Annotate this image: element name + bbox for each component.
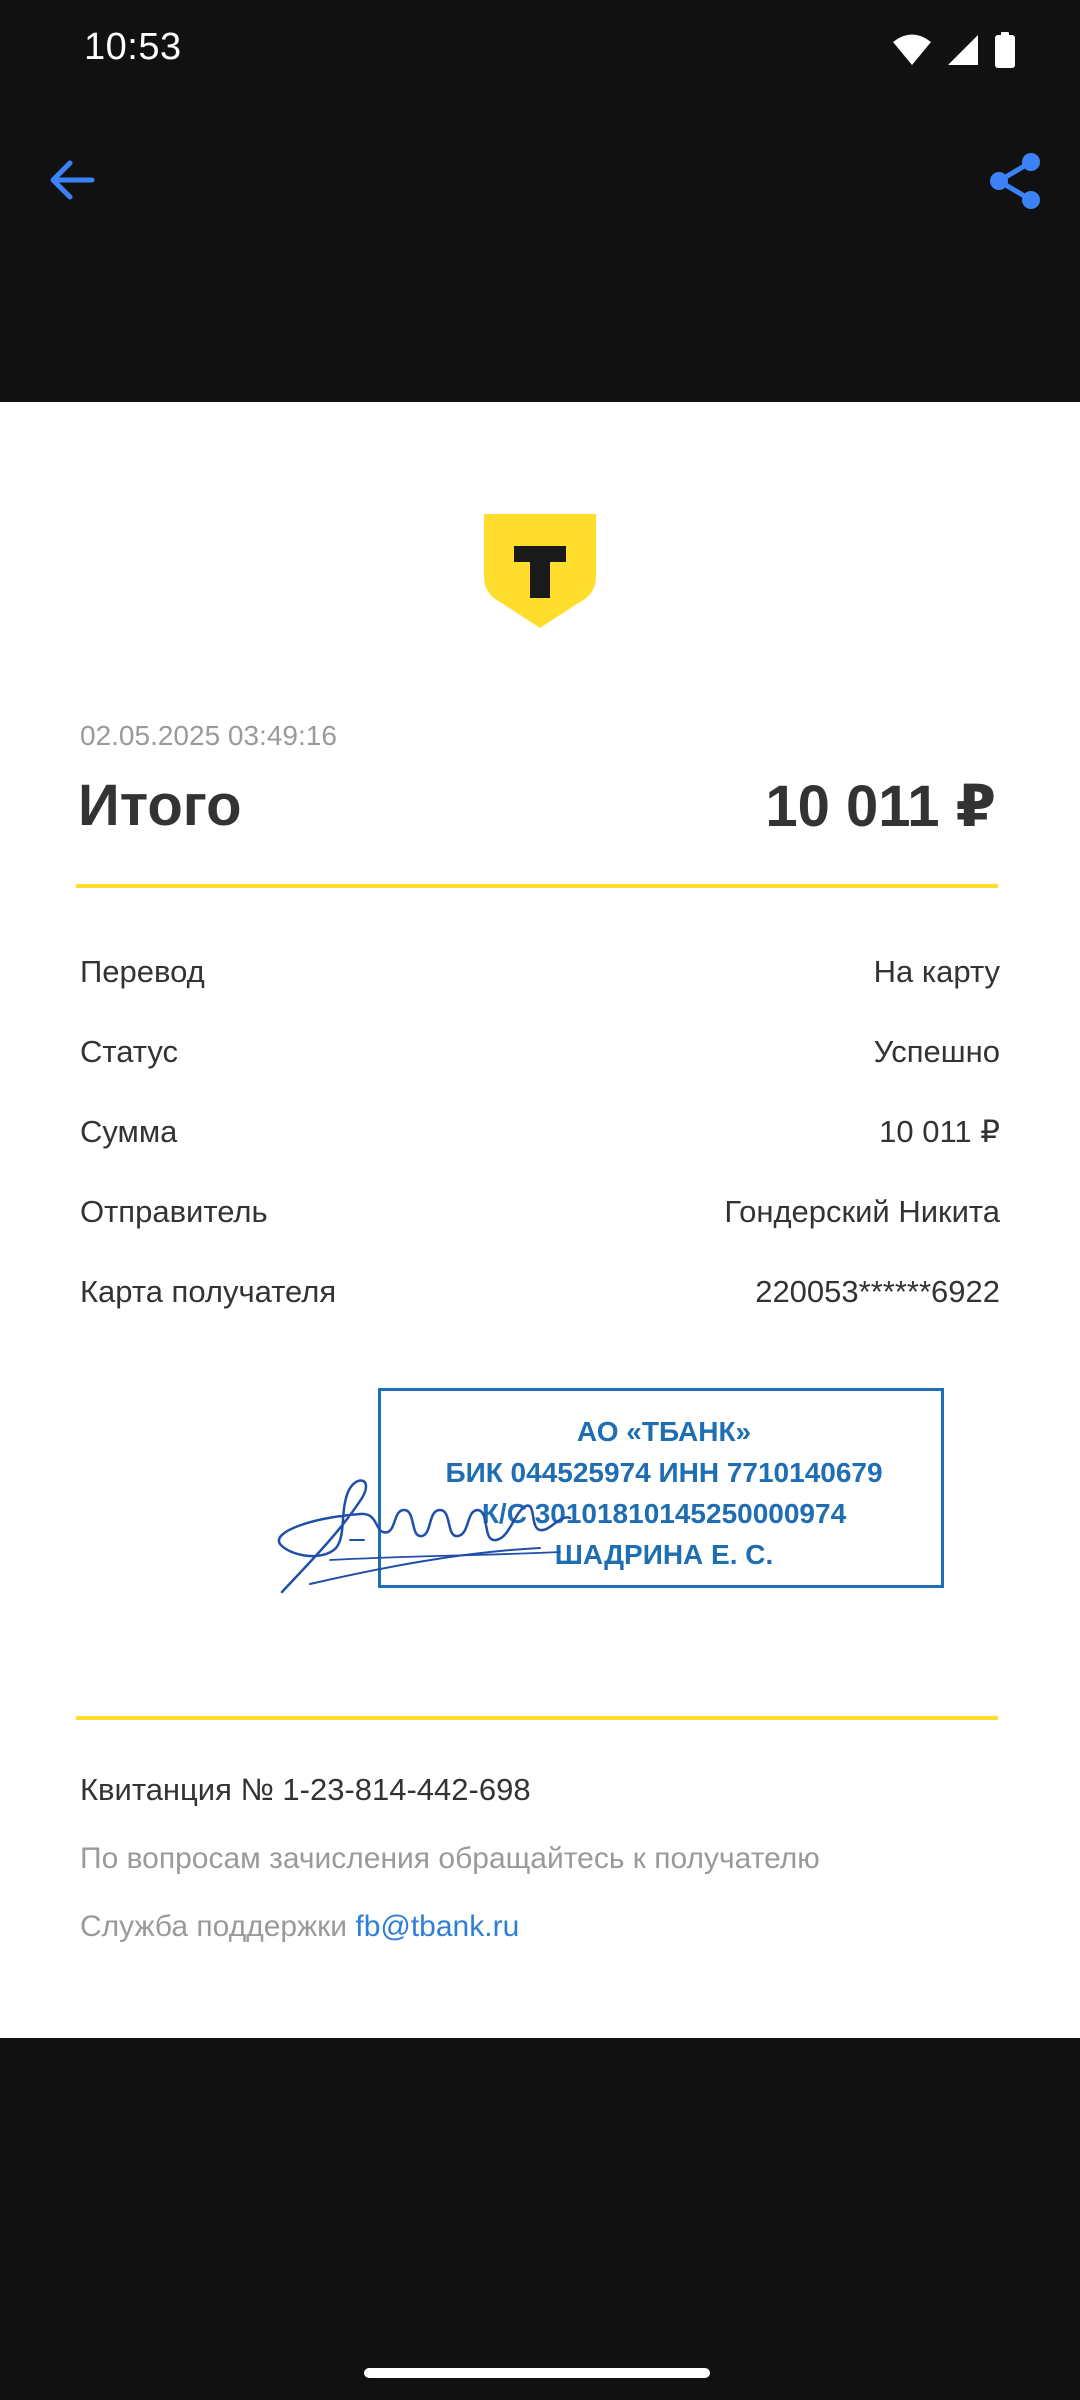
home-indicator[interactable] — [364, 2368, 710, 2378]
detail-label: Сумма — [80, 1114, 178, 1149]
receipt-datetime: 02.05.2025 03:49:16 — [80, 720, 337, 751]
signature — [270, 1452, 630, 1612]
support-email-link[interactable]: fb@tbank.ru — [355, 1910, 520, 1943]
detail-value: Гондерский Никита — [724, 1194, 1000, 1229]
detail-value: 220053******6922 — [755, 1274, 1000, 1309]
support-label: Служба поддержки — [80, 1910, 356, 1943]
divider-top — [76, 884, 998, 888]
detail-row-amount — [80, 1092, 1000, 1172]
arrow-left-icon — [48, 158, 96, 202]
receipt-number: Квитанция № 1-23-814-442-698 — [80, 1772, 531, 1807]
detail-value: На карту — [873, 954, 1000, 989]
status-bar — [0, 0, 1080, 100]
detail-label: Статус — [80, 1034, 178, 1069]
status-time: 10:53 — [84, 26, 182, 68]
stamp-line: АО «ТБАНК» — [576, 1416, 752, 1447]
total-value: 10 011 ₽ — [765, 774, 996, 839]
receipt — [0, 402, 1080, 2038]
detail-label: Перевод — [80, 954, 205, 989]
detail-row-status — [80, 1012, 1000, 1092]
divider-bottom — [76, 1716, 998, 1720]
stamp-area — [270, 1382, 960, 1642]
details-list — [80, 932, 1000, 1332]
detail-label: Отправитель — [80, 1194, 268, 1229]
signal-icon — [946, 33, 980, 72]
detail-row-transfer — [80, 932, 1000, 1012]
detail-row-recipient-card — [80, 1252, 1000, 1332]
total-label: Итого — [78, 773, 242, 838]
share-icon — [987, 151, 1043, 211]
detail-label: Карта получателя — [80, 1274, 337, 1309]
stamp-line: БИК 044525974 ИНН 7710140679 — [445, 1457, 883, 1488]
receipt-note: По вопросам зачисления обращайтесь к получателю — [80, 1842, 820, 1875]
support-line — [80, 1910, 519, 1944]
wifi-icon — [892, 33, 932, 72]
stamp-line: К/С 30101810145250000974 — [481, 1498, 847, 1529]
battery-icon — [994, 32, 1016, 73]
stamp-line: ШАДРИНА Е. С. — [554, 1539, 774, 1570]
detail-value: 10 011 ₽ — [879, 1114, 1000, 1149]
detail-row-sender — [80, 1172, 1000, 1252]
share-button[interactable] — [980, 146, 1050, 216]
tbank-logo — [484, 514, 596, 628]
detail-value: Успешно — [873, 1034, 1000, 1069]
back-button[interactable] — [40, 148, 104, 212]
toolbar — [0, 130, 1080, 230]
status-icons — [892, 32, 1016, 73]
